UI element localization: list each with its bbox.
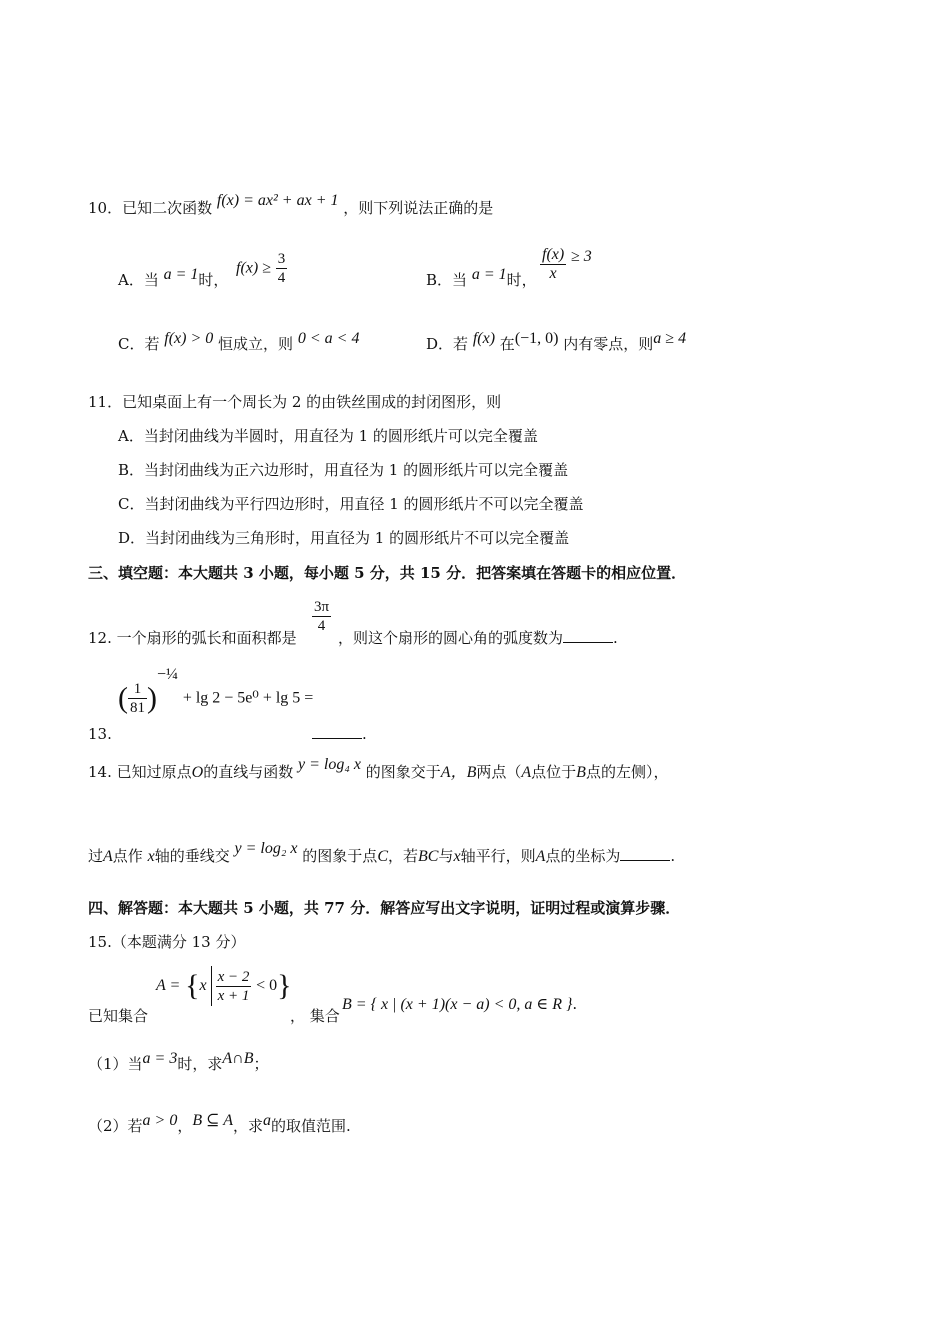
q13-label: 13.	[88, 725, 112, 743]
q10-function: f(x) = ax² + ax + 1	[216, 192, 339, 209]
q10-option-b: B．当 a = 1时，	[426, 266, 537, 289]
q10-option-d: D．若 f(x) 在(−1, 0) 内有零点，则a ≥ 4	[426, 330, 687, 353]
section-4-heading: 四、解答题：本大题共 5 小题，共 77 分．解答应写出文字说明，证明过程或演算步骤．	[88, 899, 681, 917]
q12-fraction: $\frac{3\pi}{4}$	[314, 599, 330, 634]
q11-option-d: D．当封闭曲线为三角形时，用直径为 1 的圆形纸片不可以完全覆盖	[118, 529, 570, 547]
q10-option-a-expr: f(x) ≥ $\frac{3}{4}$	[236, 251, 286, 286]
section-3-heading: 三、填空题：本大题共 3 小题，每小题 5 分，共 15 分．把答案填在答题卡的相应位置．	[88, 564, 687, 582]
q13-expression: ( $\frac{1}{81}$ )$^{-\frac{1}{4}}$ + lg 2 − 5e⁰ + lg 5 =	[118, 665, 314, 716]
q15-part-1: （1）当a = 3时，求A∩B；	[88, 1050, 269, 1073]
q12-stem-tail: ，则这个扇形的圆心角的弧度数为 .	[338, 629, 618, 647]
q10-option-a: A．当 a = 1时，	[118, 266, 229, 289]
q10-option-b-expr: $\frac{f(x)}{x}$ ≥ 3	[542, 246, 592, 282]
q14-line-2: 过A点作 x轴的垂线交 y = log₂ x 的图象于点C，若BC与x轴平行，则A点的坐标为 .	[88, 840, 676, 865]
q12-stem: 12. 一个扇形的弧长和面积都是	[88, 629, 297, 647]
q15-set-b: B = { x | (x + 1)(x − a) < 0, a ∈ R }.	[342, 995, 578, 1013]
q12-answer-blank	[563, 628, 613, 643]
q11-stem: 11．已知桌面上有一个周长为 2 的由铁丝围成的封闭图形，则	[88, 393, 502, 411]
q13-answer-blank	[312, 724, 362, 739]
q11-option-c: C．当封闭曲线为平行四边形时，用直径 1 的圆形纸片不可以完全覆盖	[118, 495, 584, 513]
q15-part-2: （2）若a > 0，B ⊆ A，求a的取值范围.	[88, 1112, 351, 1135]
q14-line-1: 14. 已知过原点O的直线与函数 y = log₄ x 的图象交于A，B两点（A点位于B点的左侧），	[88, 756, 669, 781]
q13-answer: .	[312, 724, 367, 744]
q10-stem: 10．已知二次函数 f(x) = ax² + ax + 1 ，则下列说法正确的是	[88, 192, 494, 217]
q15-known: 已知集合	[88, 1007, 149, 1025]
q11-option-b: B．当封闭曲线为正六边形时，用直径为 1 的圆形纸片可以完全覆盖	[118, 461, 569, 479]
q11-option-a: A．当封闭曲线为半圆时，用直径为 1 的圆形纸片可以完全覆盖	[118, 427, 538, 445]
q15-header: 15.（本题满分 13 分）	[88, 933, 246, 951]
q10-option-c: C．若 f(x) > 0 恒成立，则 0 < a < 4	[118, 330, 360, 353]
q15-comma: ， 集合	[290, 1007, 340, 1025]
q14-answer-blank	[620, 846, 670, 861]
q15-set-a: A = {x $\frac{x - 2}{x + 1}$ < 0}	[156, 966, 292, 1006]
